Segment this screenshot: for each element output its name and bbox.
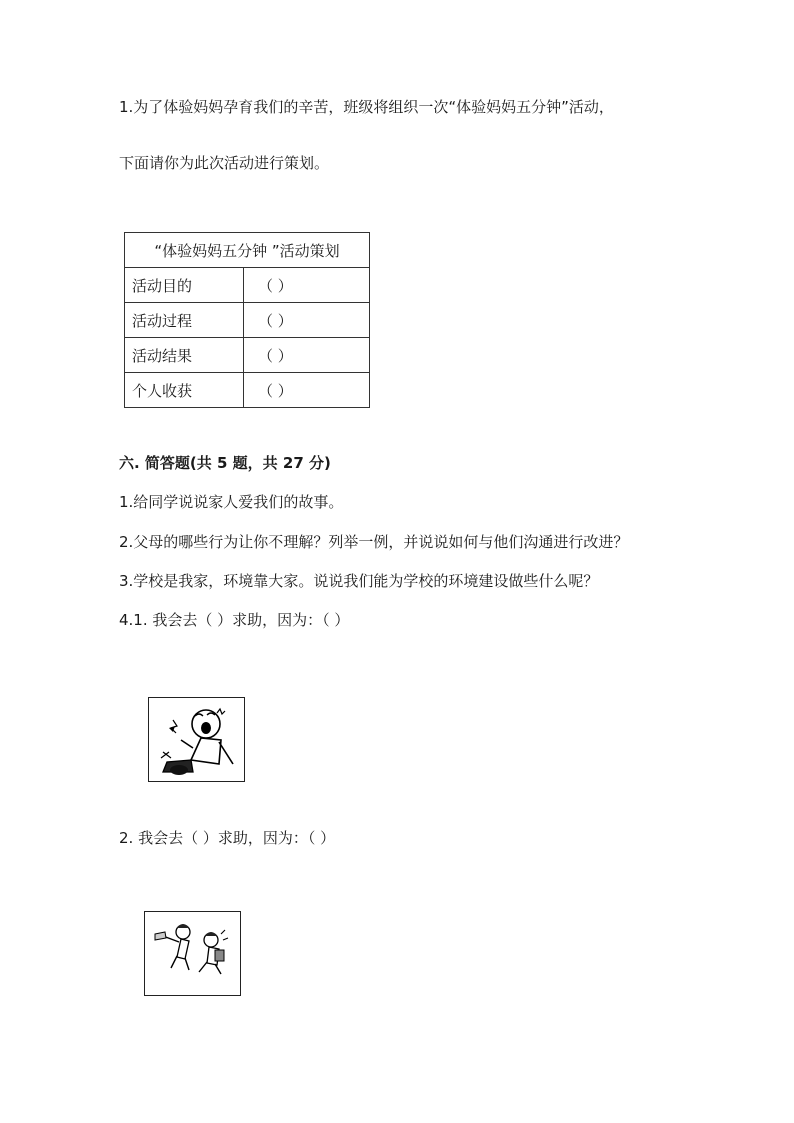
short-answer-q1: 1.给同学说说家人爱我们的故事。: [119, 493, 344, 511]
answer-blank[interactable]: （ ）: [244, 373, 370, 408]
question-1-line-1: 1.为了体验妈妈孕育我们的辛苦，班级将组织一次“体验妈妈五分钟”活动，: [119, 98, 614, 116]
short-answer-q2: 2.父母的哪些行为让你不理解？列举一例，并说说如何与他们沟通进行改进？: [119, 533, 629, 551]
table-row: [125, 338, 370, 373]
table-header: “体验妈妈五分钟 ”活动策划: [125, 233, 370, 268]
running-children-illustration: [144, 911, 241, 996]
short-answer-q4-part-2: 2. 我会去（ ）求助，因为：（ ）: [119, 829, 336, 847]
table-row: [125, 373, 370, 408]
answer-blank[interactable]: （ ）: [244, 268, 370, 303]
short-answer-q4-part-1: 4.1. 我会去（ ）求助，因为：（ ）: [119, 611, 350, 629]
section-6-title: 六. 简答题(共 5 题，共 27 分): [119, 454, 331, 472]
fallen-child-drawing: [149, 698, 244, 781]
row-label: 活动结果: [125, 338, 244, 373]
row-label: 活动目的: [125, 268, 244, 303]
table-row: [125, 268, 370, 303]
table-row: [125, 303, 370, 338]
answer-blank[interactable]: （ ）: [244, 303, 370, 338]
row-label: 个人收获: [125, 373, 244, 408]
table-header-row: [125, 233, 370, 268]
short-answer-q3: 3.学校是我家，环境靠大家。说说我们能为学校的环境建设做些什么呢？: [119, 572, 599, 590]
fallen-child-illustration: [148, 697, 245, 782]
activity-plan-table: [124, 232, 370, 408]
question-1-line-2: 下面请你为此次活动进行策划。: [119, 154, 330, 172]
answer-blank[interactable]: （ ）: [244, 338, 370, 373]
running-children-drawing: [145, 912, 240, 995]
row-label: 活动过程: [125, 303, 244, 338]
